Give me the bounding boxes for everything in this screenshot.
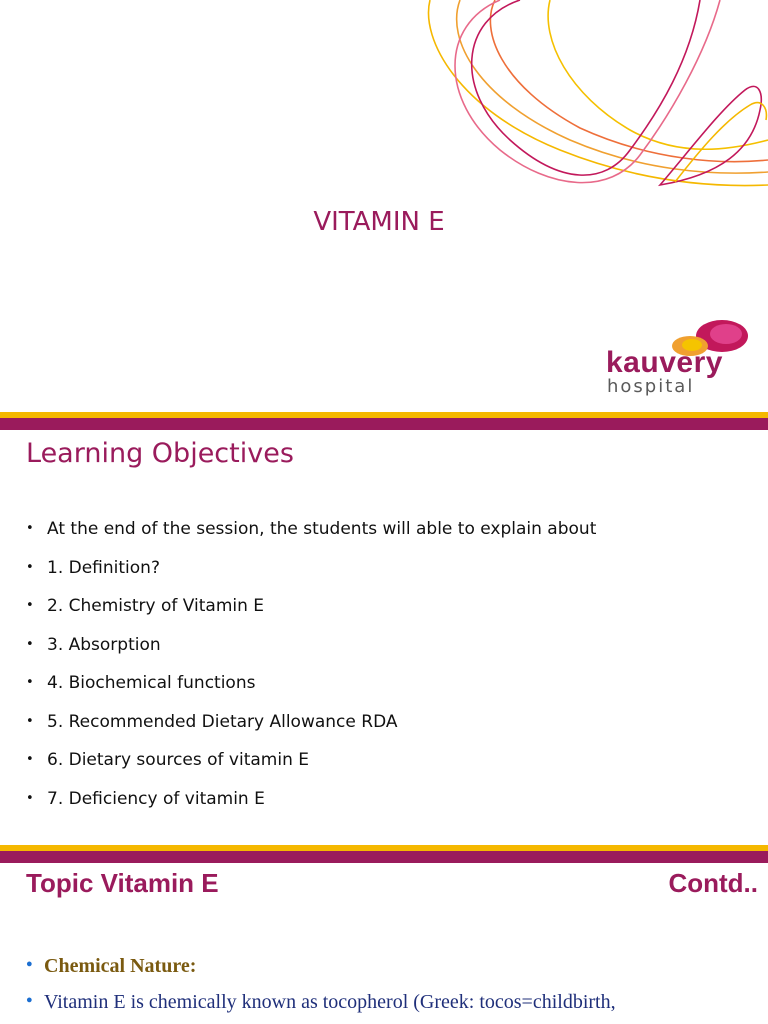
logo-subtitle-text: hospital [607,376,695,397]
slide-heading: Topic Vitamin E [26,868,219,898]
slide-divider [0,845,768,863]
content-list [26,948,616,1020]
title-slide [0,0,768,412]
slide-heading: Learning Objectives [26,438,294,469]
list-item-heading: ● Chemical Nature: [26,948,616,984]
slide-title: VITAMIN E [313,207,445,237]
list-item: • 6. Dietary sources of vitamin E [26,741,596,780]
list-item: • 7. Deficiency of vitamin E [26,780,596,819]
list-item: • 1. Definition? [26,549,596,588]
list-item: ● Vitamin E is chemically known as tocopherol (Greek: tocos=childbirth, [26,984,616,1020]
list-item: • 5. Recommended Dietary Allowance RDA [26,703,596,742]
list-item: • 4. Biochemical functions [26,664,596,703]
divider-magenta-band [0,851,768,863]
topic-slide [0,864,768,1024]
logo-brand-text: kauvery [606,346,723,379]
list-item: • At the end of the session, the students will able to explain about [26,510,596,549]
decorative-swirl-graphic [400,0,768,210]
list-item: • 2. Chemistry of Vitamin E [26,587,596,626]
continued-label: Contd.. [668,868,758,898]
divider-magenta-band [0,418,768,430]
list-item: • 3. Absorption [26,626,596,665]
kauvery-hospital-logo [604,316,754,398]
learning-objectives-slide [0,432,768,844]
objectives-list [26,510,596,818]
slide-divider [0,412,768,430]
